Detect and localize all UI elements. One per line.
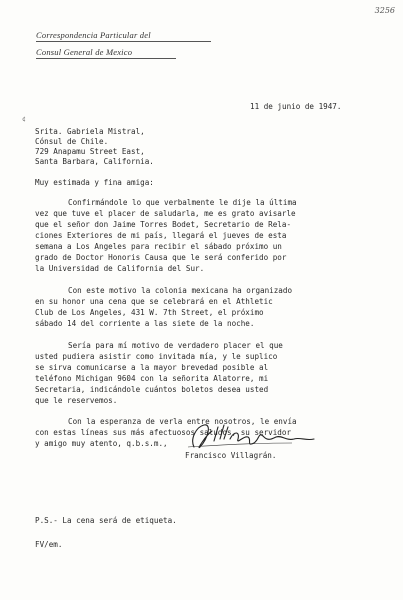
salutation: Muy estimada y fina amiga: xyxy=(35,178,154,187)
paragraph-line: teléfono Michigan 9604 con la señorita Alatorre, mi xyxy=(35,374,269,383)
paragraph-line: que le reservemos. xyxy=(35,396,118,405)
paragraph-line: Sería para mí motivo de verdadero placer el que xyxy=(68,341,283,350)
paragraph-line: Con la esperanza de verla entre nosotros, le envía xyxy=(68,417,297,426)
paragraph-line: Secretaria, indicándole cuántos boletos desea usted xyxy=(35,385,269,394)
paragraph-line: usted pudiera asistir como invitada mía, y le suplico xyxy=(35,352,278,361)
paragraph-line: que el señor don Jaime Torres Bodet, Secretario de Rela- xyxy=(35,220,292,229)
paragraph-line: Club de Los Angeles, 431 W. 7th Street, el próximo xyxy=(35,308,264,317)
postscript: P.S.- La cena será de etiqueta. xyxy=(35,516,177,525)
recipient-title: Cónsul de Chile. xyxy=(35,137,109,146)
paragraph-line: ciones Exteriores de mi país, llegará el jueves de esta xyxy=(35,231,287,240)
paragraph-line: y amigo muy atento, q.b.s.m., xyxy=(35,439,168,448)
paragraph-line: Con este motivo la colonia mexicana ha organizado xyxy=(68,286,293,295)
signatory-name: Francisco Villagrán. xyxy=(185,451,277,460)
letterhead xyxy=(36,30,211,64)
recipient-name: Srita. Gabriela Mistral, xyxy=(35,127,145,136)
paragraph-line: Confirmándole lo que verbalmente le dije la última xyxy=(68,198,297,207)
paragraph-line: la Universidad de California del Sur. xyxy=(35,264,205,273)
paragraph-line: sábado 14 del corriente a las siete de la noche. xyxy=(35,319,255,328)
letter-date: 11 de junio de 1947. xyxy=(250,102,342,111)
paragraph-line: semana a Los Angeles para recibir el sábado próximo un xyxy=(35,242,282,251)
typist-initials: FV/em. xyxy=(35,540,63,549)
letterhead-line-1: Correspondencia Particular del xyxy=(36,30,211,42)
paragraph-line: grado de Doctor Honoris Causa que le será conferido por xyxy=(35,253,287,262)
archive-number: 3256 xyxy=(374,6,395,15)
paragraph-line: se sirva comunicarse a la mayor brevedad posible al xyxy=(35,363,269,372)
recipient-city: Santa Barbara, California. xyxy=(35,157,154,166)
margin-mark: ¢ xyxy=(22,116,26,123)
paragraph-line: con estas líneas sus más afectuosos saludos, su servidor xyxy=(35,428,292,437)
paragraph-line: en su honor una cena que se celebrará en el Athletic xyxy=(35,297,273,306)
recipient-street: 729 Anapamu Street East, xyxy=(35,147,145,156)
letterhead-line-2: Consul General de Mexico xyxy=(36,47,176,59)
paragraph-line: vez que tuve el placer de saludarla, me es grato avisarle xyxy=(35,209,296,218)
